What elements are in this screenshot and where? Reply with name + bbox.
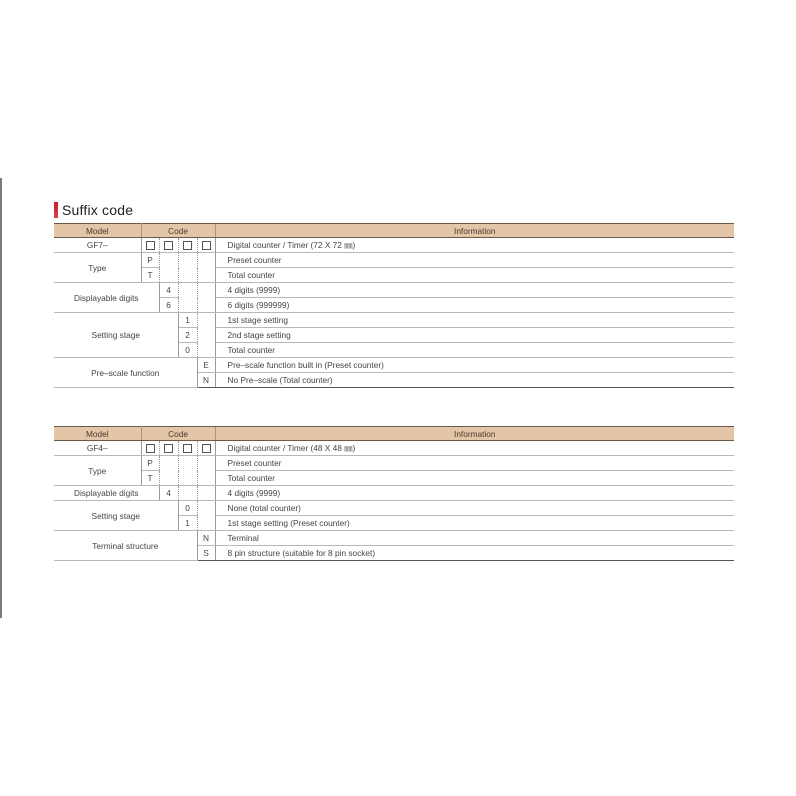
table-row [54,283,734,298]
information-header: Information [215,427,734,441]
digits-code: 4 [159,283,178,298]
digits-code: 6 [159,298,178,313]
stage-info: 2nd stage setting [215,328,734,343]
stage-code: 1 [178,516,197,531]
table-row [54,313,734,328]
prescale-code: N [197,373,215,388]
type-label: Type [54,253,141,283]
code-box-icon [141,238,159,253]
digits-info: 6 digits (999999) [215,298,734,313]
code-box-icon [178,441,197,456]
code-box-icon [159,441,178,456]
table-row [54,268,734,283]
type-label: Type [54,456,141,486]
type-code: T [141,471,159,486]
model-header: Model [54,427,141,441]
type-code: T [141,268,159,283]
digits-code: 4 [159,486,178,501]
stage-label: Setting stage [54,501,178,531]
digits-label: Displayable digits [54,283,159,313]
model-name: GF7– [54,238,141,253]
stage-info: Total counter [215,343,734,358]
digits-info: 4 digits (9999) [215,486,734,501]
code-box-icon [178,238,197,253]
stage-label: Setting stage [54,313,178,358]
table-header-row [54,224,734,238]
prescale-code: E [197,358,215,373]
section-heading [54,200,133,220]
prescale-info: No Pre–scale (Total counter) [215,373,734,388]
code-box-icon [197,238,215,253]
prescale-label: Pre–scale function [54,358,197,388]
table-row [54,253,734,268]
stage-info: 1st stage setting [215,313,734,328]
digits-label: Displayable digits [54,486,159,501]
gf7-suffix-table [54,223,734,388]
model-name: GF4– [54,441,141,456]
stage-info: None (total counter) [215,501,734,516]
code-box-icon [159,238,178,253]
code-box-icon [141,441,159,456]
code-header: Code [141,224,215,238]
stage-code: 2 [178,328,197,343]
terminal-info: 8 pin structure (suitable for 8 pin socket) [215,546,734,561]
table-row [54,486,734,501]
stage-code: 0 [178,501,197,516]
type-code: P [141,253,159,268]
table-row [54,358,734,373]
type-info: Preset counter [215,456,734,471]
type-info: Total counter [215,268,734,283]
table-row [54,471,734,486]
heading-marker-icon [54,202,58,218]
terminal-label: Terminal structure [54,531,197,561]
terminal-code: N [197,531,215,546]
terminal-code: S [197,546,215,561]
table-row [54,456,734,471]
table-header-row [54,427,734,441]
table-row [54,441,734,456]
table-row [54,501,734,516]
model-info: Digital counter / Timer (48 X 48 ㎜) [215,441,734,456]
left-border-line [0,178,2,618]
table-row [54,531,734,546]
model-header: Model [54,224,141,238]
model-info: Digital counter / Timer (72 X 72 ㎜) [215,238,734,253]
table-row [54,238,734,253]
prescale-info: Pre–scale function built in (Preset counter) [215,358,734,373]
information-header: Information [215,224,734,238]
stage-code: 0 [178,343,197,358]
digits-info: 4 digits (9999) [215,283,734,298]
code-box-icon [197,441,215,456]
stage-info: 1st stage setting (Preset counter) [215,516,734,531]
gf4-suffix-table [54,426,734,561]
type-info: Total counter [215,471,734,486]
terminal-info: Terminal [215,531,734,546]
code-header: Code [141,427,215,441]
type-info: Preset counter [215,253,734,268]
section-title: Suffix code [62,202,134,218]
stage-code: 1 [178,313,197,328]
type-code: P [141,456,159,471]
